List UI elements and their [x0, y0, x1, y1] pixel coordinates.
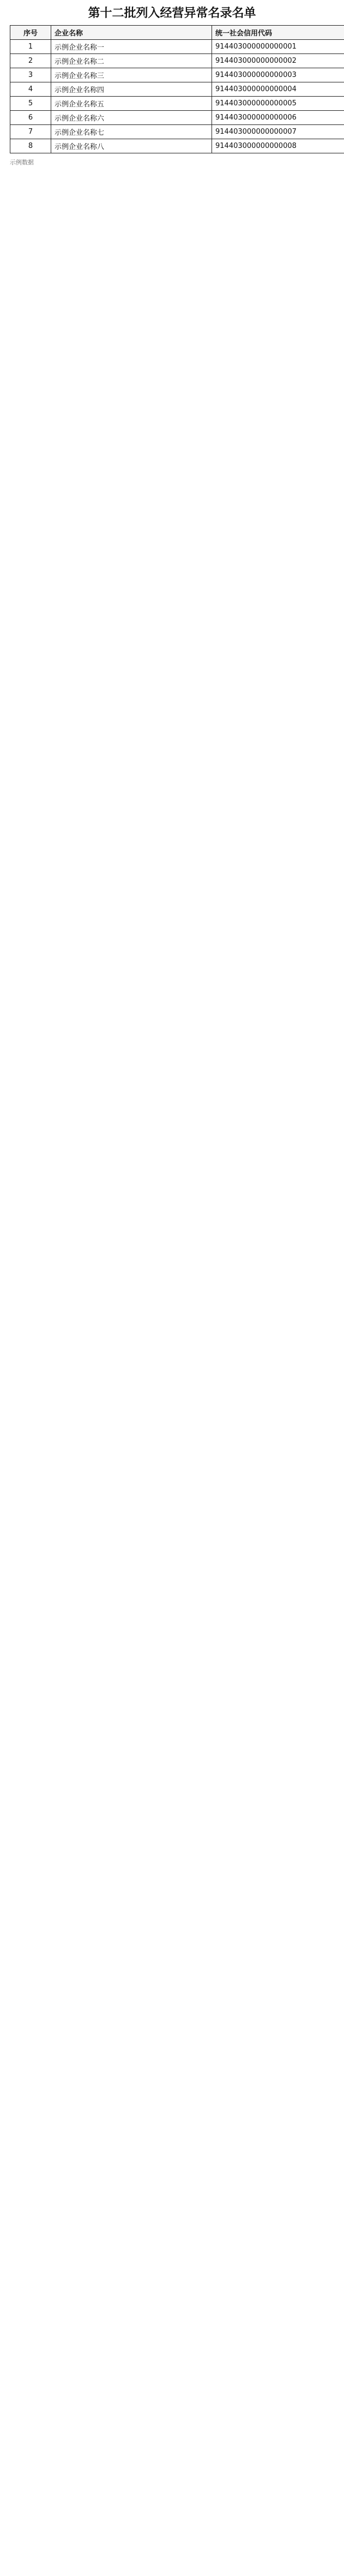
- row-credit-code: 914403000000000002: [212, 54, 344, 68]
- row-credit-code: 914403000000000003: [212, 68, 344, 82]
- row-index: 1: [10, 40, 51, 54]
- header-credit-code: 统一社会信用代码: [212, 26, 344, 40]
- table-body: [10, 40, 344, 153]
- table-header-row: [10, 26, 344, 40]
- row-company-name: 示例企业名称八: [51, 139, 212, 153]
- row-company-name: 示例企业名称一: [51, 40, 212, 54]
- row-credit-code: 914403000000000007: [212, 125, 344, 139]
- row-company-name: 示例企业名称七: [51, 125, 212, 139]
- row-credit-code: 914403000000000006: [212, 111, 344, 125]
- table-header: [10, 26, 344, 40]
- sample-note: 示例数据: [10, 159, 34, 166]
- row-index: 7: [10, 125, 51, 139]
- row-company-name: 示例企业名称四: [51, 82, 212, 97]
- table-row: [10, 97, 344, 111]
- table-row: [10, 125, 344, 139]
- header-index: 序号: [10, 26, 51, 40]
- table-row: [10, 111, 344, 125]
- table-row: [10, 82, 344, 97]
- row-company-name: 示例企业名称六: [51, 111, 212, 125]
- row-company-name: 示例企业名称三: [51, 68, 212, 82]
- row-credit-code: 914403000000000001: [212, 40, 344, 54]
- row-index: 4: [10, 82, 51, 97]
- table-row: [10, 54, 344, 68]
- row-index: 2: [10, 54, 51, 68]
- company-table: [10, 25, 344, 153]
- row-credit-code: 914403000000000005: [212, 97, 344, 111]
- row-index: 3: [10, 68, 51, 82]
- row-index: 8: [10, 139, 51, 153]
- table-row: [10, 139, 344, 153]
- header-company-name: 企业名称: [51, 26, 212, 40]
- table-row: [10, 40, 344, 54]
- row-index: 5: [10, 97, 51, 111]
- row-credit-code: 914403000000000004: [212, 82, 344, 97]
- row-company-name: 示例企业名称五: [51, 97, 212, 111]
- table-row: [10, 68, 344, 82]
- row-company-name: 示例企业名称二: [51, 54, 212, 68]
- row-credit-code: 914403000000000008: [212, 139, 344, 153]
- page-title: 第十二批列入经营异常名录名单: [88, 7, 256, 20]
- row-index: 6: [10, 111, 51, 125]
